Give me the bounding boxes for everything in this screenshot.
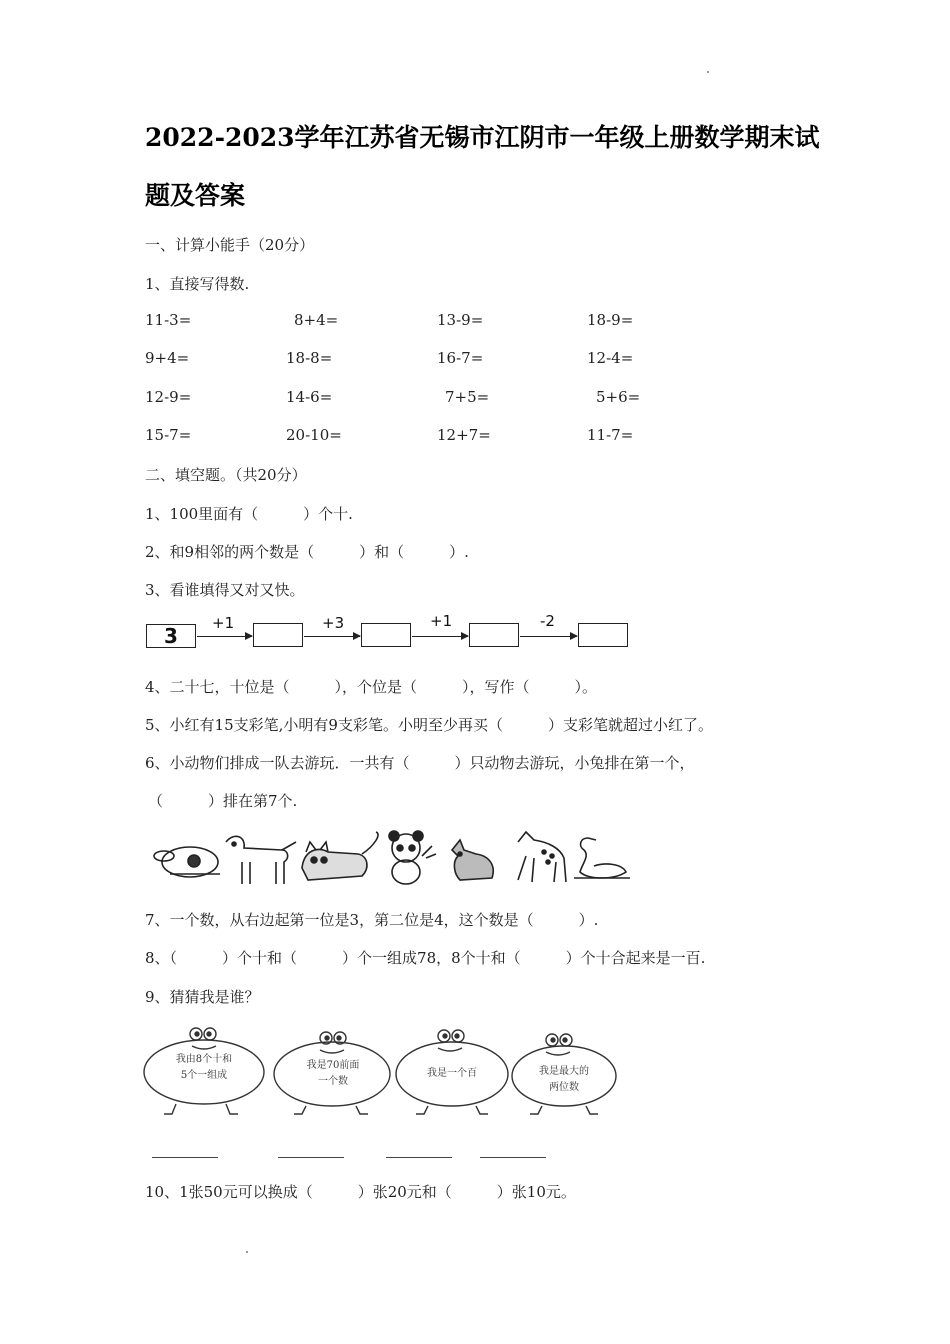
calc-cell: 11-3= (145, 311, 192, 329)
bubble-text (290, 1058, 376, 1090)
page-dot (246, 1251, 248, 1253)
animal-lineup (150, 828, 632, 890)
chain-op: +3 (322, 614, 345, 632)
question-3: 3、看谁填得又对又快。 (145, 581, 305, 599)
question-5: 5、小红有15支彩笔,小明有9支彩笔。小明至少再买（ ）支彩笔就超过小红了。 (145, 716, 713, 734)
chain-answer-box[interactable] (253, 623, 303, 647)
rabbit-icon (154, 847, 220, 877)
answer-blank[interactable] (278, 1157, 344, 1158)
answer-blank[interactable] (480, 1157, 546, 1158)
goose-icon (574, 838, 630, 878)
calc-cell: 12+7= (437, 426, 491, 444)
bubble-text (160, 1052, 248, 1084)
title-line-2: 题及答案 (145, 181, 246, 210)
section1-heading: 一、计算小能手（20分） (145, 236, 315, 254)
calc-cell: 9+4= (145, 349, 190, 367)
calc-cell: 12-4= (587, 349, 634, 367)
question-4: 4、二十七，十位是（ ），个位是（ ），写作（ ）。 (145, 678, 598, 696)
calc-cell: 15-7= (145, 426, 192, 444)
question-9: 9、猜猜我是谁？ (145, 988, 260, 1006)
bubble-line: 我由8个十和 (175, 1054, 233, 1065)
chain-op: -2 (540, 612, 555, 630)
bubble-text (410, 1066, 494, 1082)
page-dot (707, 71, 709, 73)
question-7: 7、一个数，从右边起第一位是3，第二位是4，这个数是（ ）. (145, 911, 599, 929)
answer-blank[interactable] (152, 1157, 218, 1158)
calc-cell: 16-7= (437, 349, 484, 367)
chain-arrow (520, 636, 577, 637)
cat-icon (302, 832, 378, 880)
bubble-line: 我是一个百 (427, 1068, 477, 1079)
bubble-line: 一个数 (318, 1076, 348, 1087)
bubble-line: 我是70前面 (306, 1060, 360, 1071)
calc-cell: 5+6= (596, 388, 641, 406)
calc-cell: 14-6= (286, 388, 333, 406)
question-6a: 6、小动物们排成一队去游玩．一共有（ ）只动物去游玩，小兔排在第一个， (145, 754, 695, 772)
chain-op: +1 (212, 614, 235, 632)
bubble-line: 两位数 (549, 1082, 579, 1093)
panda-icon (389, 831, 436, 884)
chain-op: +1 (430, 612, 453, 630)
chain-start-box: 3 (146, 624, 196, 648)
calc-cell: 11-7= (587, 426, 634, 444)
bubble-line: 我是最大的 (539, 1066, 589, 1077)
chain-arrow (304, 636, 360, 637)
section1-q1-label: 1、直接写得数. (145, 275, 250, 293)
question-10: 10、1张50元可以换成（ ）张20元和（ ）张10元。 (145, 1183, 576, 1201)
chain-answer-box[interactable] (469, 623, 519, 647)
chain-arrow (412, 636, 468, 637)
title-line-1: 2022-2023学年江苏省无锡市江阴市一年级上册数学期末试 (145, 123, 820, 152)
deer-icon (518, 832, 566, 882)
question-2: 2、和9相邻的两个数是（ ）和（ ）. (145, 543, 469, 561)
bubble-line: 5个一组成 (180, 1070, 228, 1081)
question-1: 1、100里面有（ ）个十. (145, 505, 353, 523)
chain-answer-box[interactable] (361, 623, 411, 647)
calc-cell: 18-9= (587, 311, 634, 329)
calc-cell: 12-9= (145, 388, 192, 406)
dog-icon (226, 836, 296, 884)
calc-cell: 18-8= (286, 349, 333, 367)
calc-cell: 7+5= (445, 388, 490, 406)
chain-answer-box[interactable] (578, 623, 628, 647)
calc-cell: 13-9= (437, 311, 484, 329)
answer-blank[interactable] (386, 1157, 452, 1158)
calc-cell: 8+4= (294, 311, 339, 329)
chain-arrow (197, 636, 252, 637)
section2-heading: 二、填空题。（共20分） (145, 466, 307, 484)
question-6b: （ ）排在第7个. (148, 792, 298, 810)
squirrel-icon (452, 840, 493, 880)
bubble-text (522, 1064, 606, 1096)
calc-cell: 20-10= (286, 426, 342, 444)
question-8: 8、（ ）个十和（ ）个一组成78，8个十和（ ）个十合起来是一百. (145, 949, 706, 967)
